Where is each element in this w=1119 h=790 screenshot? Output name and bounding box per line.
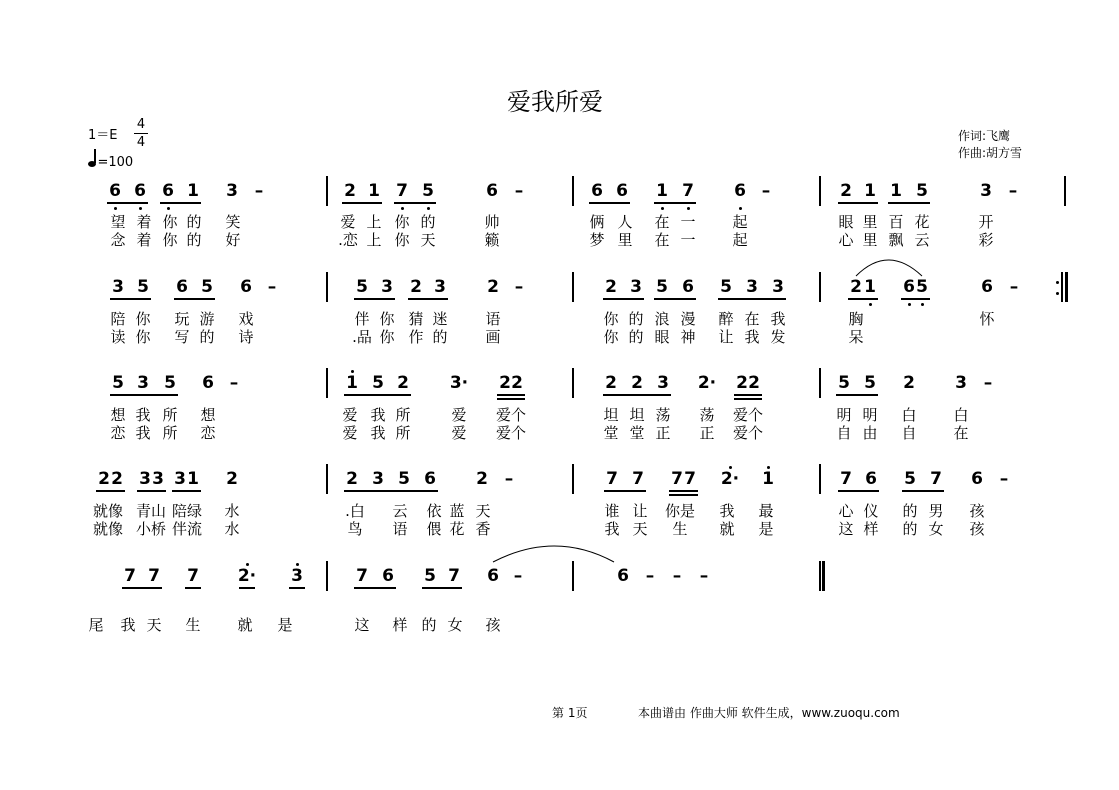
jianpu-note: 6 (176, 277, 188, 297)
jianpu-note: 1 (187, 181, 199, 201)
lyric-verse-1: 漫 (680, 310, 696, 328)
jianpu-note: 1 (656, 181, 668, 201)
lyric-verse-2: 发 (770, 328, 786, 346)
lyric-verse-1: 爱 (451, 406, 467, 424)
lyric-verse-1: 云 (392, 502, 408, 520)
jianpu-note: – (254, 181, 264, 201)
jianpu-note: 3 (980, 181, 992, 201)
lyric-verse-1: 百 (888, 213, 904, 231)
jianpu-note: 5 (137, 277, 149, 297)
jianpu-note: 2· (697, 373, 717, 393)
lyric-verse-2: 的 (199, 328, 215, 346)
jianpu-note: 2 (748, 373, 760, 393)
jianpu-note: 5 (904, 469, 916, 489)
lyric-verse-1: 谁 (604, 502, 620, 520)
lyric-verse-1: 戏 (238, 310, 254, 328)
lyric-verse-2: 孩 (969, 520, 985, 538)
jianpu-note: 2 (840, 181, 852, 201)
lyric-verse-1: 游 (199, 310, 215, 328)
lyric-verse-2: 念 (110, 231, 126, 249)
jianpu-note: – (983, 373, 993, 393)
jianpu-note: – (1009, 277, 1019, 297)
lyric-verse-1: 天 (475, 502, 491, 520)
lyric-verse-1: 荡 (655, 406, 671, 424)
jianpu-note: 1 (864, 181, 876, 201)
lyricist-credit: 作词:飞鹰 (958, 129, 1011, 143)
lyric-verse-1: 浪 (654, 310, 670, 328)
lyric-verse-1: 的 (421, 616, 437, 634)
jianpu-note: 5 (916, 181, 928, 201)
jianpu-note: 2 (98, 469, 110, 489)
lyric-verse-2: 梦 (589, 231, 605, 249)
jianpu-note: 3· (449, 373, 469, 393)
lyric-verse-1: 玩 (174, 310, 190, 328)
lyric-verse-1: 胸 (848, 310, 864, 328)
jianpu-note: 2 (850, 277, 862, 297)
lyric-verse-2: 恋 (200, 424, 216, 442)
lyric-verse-2: 飘 (888, 231, 904, 249)
lyric-verse-2: 云 (914, 231, 930, 249)
jianpu-note: 6 (591, 181, 603, 201)
jianpu-note: 6 (487, 566, 499, 586)
jianpu-note: 6 (734, 181, 746, 201)
jianpu-note: 5 (656, 277, 668, 297)
lyric-verse-1: 爱个 (732, 406, 764, 424)
jianpu-note: 2· (720, 469, 740, 489)
lyric-verse-2: 偎 (426, 520, 442, 538)
lyric-verse-2: 诗 (238, 328, 254, 346)
jianpu-note: 2 (499, 373, 511, 393)
lyric-verse-1: 你是 (664, 502, 696, 520)
lyric-verse-1: 就像 (92, 502, 124, 520)
lyric-verse-1: 男 (928, 502, 944, 520)
composer-credit: 作曲:胡方雪 (958, 146, 1023, 160)
jianpu-note: 3 (174, 469, 186, 489)
lyric-verse-1: 眼 (838, 213, 854, 231)
lyric-verse-1: 的 (186, 213, 202, 231)
jianpu-note: 6 (865, 469, 877, 489)
time-signature-top: 4 (134, 116, 148, 134)
lyric-verse-1: 你 (135, 310, 151, 328)
lyric-verse-2: 着 (136, 231, 152, 249)
lyric-verse-1: 花 (914, 213, 930, 231)
jianpu-note: 5 (838, 373, 850, 393)
jianpu-note: 2 (111, 469, 123, 489)
lyric-verse-1: 你 (394, 213, 410, 231)
lyric-verse-1: 生 (185, 616, 201, 634)
lyric-verse-2: 伴流 (171, 520, 203, 538)
lyric-verse-2: 呆 (848, 328, 864, 346)
jianpu-note: 7 (148, 566, 160, 586)
lyric-verse-1: 我 (120, 616, 136, 634)
time-signature-bottom: 4 (136, 135, 146, 150)
jianpu-note: 3 (291, 566, 303, 586)
lyric-verse-2: 让 (718, 328, 734, 346)
jianpu-note: 1 (762, 469, 774, 489)
lyric-verse-1: 陪 (110, 310, 126, 328)
lyric-verse-1: 样 (392, 616, 408, 634)
lyric-verse-2: 天 (632, 520, 648, 538)
jianpu-note: 2 (476, 469, 488, 489)
jianpu-note: 6 (486, 181, 498, 201)
lyric-verse-1: 你 (603, 310, 619, 328)
jianpu-note: 2 (736, 373, 748, 393)
jianpu-note: 6 (424, 469, 436, 489)
lyric-verse-1: 心 (838, 502, 854, 520)
lyric-verse-1: 爱 (340, 213, 356, 231)
jianpu-note: 6 (616, 181, 628, 201)
jianpu-note: 2 (344, 181, 356, 201)
lyric-verse-2: 我 (744, 328, 760, 346)
lyric-verse-2: 鸟 (347, 520, 363, 538)
jianpu-note: – (514, 277, 524, 297)
lyric-verse-1: 语 (485, 310, 501, 328)
jianpu-note: 6 (617, 566, 629, 586)
lyric-verse-2: 籁 (484, 231, 500, 249)
jianpu-note: 6 (240, 277, 252, 297)
lyric-verse-2: 恋 (110, 424, 126, 442)
jianpu-note: – (699, 566, 709, 586)
lyric-verse-2: 里 (862, 231, 878, 249)
lyric-verse-2: 自 (901, 424, 917, 442)
key-signature: 1＝E (88, 128, 118, 143)
jianpu-note: 2 (903, 373, 915, 393)
lyric-verse-1: 孩 (485, 616, 501, 634)
lyric-verse-2: 写 (174, 328, 190, 346)
jianpu-note: 5 (916, 277, 928, 297)
jianpu-note: 5 (356, 277, 368, 297)
lyric-verse-1: 青山 (135, 502, 167, 520)
lyric-verse-1: 坦 (629, 406, 645, 424)
lyric-verse-2: 堂 (603, 424, 619, 442)
lyric-verse-2: 爱个 (732, 424, 764, 442)
lyric-verse-1: 让 (632, 502, 648, 520)
jianpu-note: 7 (840, 469, 852, 489)
jianpu-note: 2 (605, 373, 617, 393)
jianpu-note: 7 (124, 566, 136, 586)
lyric-verse-2: 生 (672, 520, 688, 538)
lyric-verse-1: 人 (617, 213, 633, 231)
lyric-verse-1: 陪绿 (171, 502, 203, 520)
lyric-verse-1: 的 (628, 310, 644, 328)
lyric-verse-1: 在 (654, 213, 670, 231)
lyric-verse-2: 的 (902, 520, 918, 538)
lyric-verse-1: 爱个 (495, 406, 527, 424)
lyric-verse-2: 我 (370, 424, 386, 442)
lyric-verse-1: 开 (978, 213, 994, 231)
lyric-verse-1: 迷 (432, 310, 448, 328)
jianpu-note: 7 (606, 469, 618, 489)
lyric-verse-1: 是 (277, 616, 293, 634)
jianpu-note: 3 (772, 277, 784, 297)
jianpu-note: 6 (382, 566, 394, 586)
song-title: 爱我所爱 (507, 88, 603, 116)
lyric-verse-2: 在 (953, 424, 969, 442)
slur-tie (493, 546, 614, 562)
jianpu-note: 3 (226, 181, 238, 201)
lyric-verse-2: 你 (394, 231, 410, 249)
lyric-verse-2: 心 (838, 231, 854, 249)
lyric-verse-1: 一 (680, 213, 696, 231)
lyric-verse-1: 明 (862, 406, 878, 424)
lyric-verse-2: 的 (186, 231, 202, 249)
jianpu-note: – (761, 181, 771, 201)
jianpu-note: 6 (981, 277, 993, 297)
jianpu-note: 3 (630, 277, 642, 297)
jianpu-note: 7 (632, 469, 644, 489)
lyric-verse-1: 你 (162, 213, 178, 231)
lyric-verse-2: 我 (135, 424, 151, 442)
lyric-verse-1: 这 (354, 616, 370, 634)
jianpu-note: 3 (152, 469, 164, 489)
footer-page-number: 第 1页 (552, 706, 588, 720)
lyric-verse-1: 想 (200, 406, 216, 424)
lyric-verse-2: 小桥 (135, 520, 167, 538)
jianpu-note: 6 (134, 181, 146, 201)
footer-generator-note: 本曲谱由 作曲大师 软件生成，www.zuoqu.com (638, 706, 900, 720)
jianpu-note: – (645, 566, 655, 586)
lyric-verse-2: 香 (475, 520, 491, 538)
jianpu-note: 3 (381, 277, 393, 297)
jianpu-note: – (999, 469, 1009, 489)
jianpu-note: – (504, 469, 514, 489)
jianpu-note: 1 (890, 181, 902, 201)
lyric-verse-2: 我 (604, 520, 620, 538)
lyric-verse-1: 着 (136, 213, 152, 231)
jianpu-note: 3 (434, 277, 446, 297)
lyric-verse-2: 神 (680, 328, 696, 346)
lyric-verse-2: 的 (628, 328, 644, 346)
jianpu-note: 7 (684, 469, 696, 489)
lyric-verse-1: 爱 (342, 406, 358, 424)
jianpu-note: 7 (448, 566, 460, 586)
lyric-verse-1: 怀 (979, 310, 995, 328)
jianpu-note: 3 (139, 469, 151, 489)
lyric-verse-2: 读 (110, 328, 126, 346)
lyric-verse-2: 样 (863, 520, 879, 538)
lyric-verse-1: 的 (902, 502, 918, 520)
jianpu-note: 7 (356, 566, 368, 586)
lyric-verse-2: 彩 (978, 231, 994, 249)
jianpu-note: 5 (201, 277, 213, 297)
jianpu-note: 7 (187, 566, 199, 586)
slur-tie (856, 260, 922, 276)
lyric-verse-1: .白 (345, 502, 365, 520)
lyric-verse-2: 在 (654, 231, 670, 249)
lyric-verse-2: 你 (379, 328, 395, 346)
lyric-verse-2: .恋 (338, 231, 358, 249)
jianpu-note: 5 (372, 373, 384, 393)
lyric-verse-2: 天 (420, 231, 436, 249)
jianpu-note: 7 (396, 181, 408, 201)
jianpu-note: 7 (682, 181, 694, 201)
tempo-value: =100 (97, 155, 134, 170)
lyric-verse-2: 女 (928, 520, 944, 538)
lyric-verse-1: 醉 (718, 310, 734, 328)
lyric-verse-2: 爱 (451, 424, 467, 442)
lyric-verse-1: 仪 (863, 502, 879, 520)
jianpu-note: 5 (424, 566, 436, 586)
jianpu-note: 2 (397, 373, 409, 393)
lyric-verse-2: 这 (838, 520, 854, 538)
lyric-verse-1: 所 (395, 406, 411, 424)
lyric-verse-1: 天 (146, 616, 162, 634)
lyric-verse-1: 里 (862, 213, 878, 231)
lyric-verse-2: 的 (432, 328, 448, 346)
jianpu-note: 3 (746, 277, 758, 297)
jianpu-note: – (267, 277, 277, 297)
lyric-verse-1: 水 (224, 502, 240, 520)
lyric-verse-1: 我 (770, 310, 786, 328)
lyric-verse-2: 就像 (92, 520, 124, 538)
jianpu-note: 3 (372, 469, 384, 489)
jianpu-note: – (514, 181, 524, 201)
lyric-verse-2: 好 (225, 231, 241, 249)
lyric-verse-2: 上 (366, 231, 382, 249)
jianpu-note: 1 (346, 373, 358, 393)
jianpu-note: 1 (187, 469, 199, 489)
lyric-verse-1: 我 (370, 406, 386, 424)
lyric-verse-1: 起 (732, 213, 748, 231)
lyric-verse-2: 是 (758, 520, 774, 538)
lyric-verse-2: 花 (449, 520, 465, 538)
lyric-verse-1: 俩 (589, 213, 605, 231)
lyric-verse-1: 在 (744, 310, 760, 328)
lyric-verse-1: 女 (447, 616, 463, 634)
jianpu-note: 5 (864, 373, 876, 393)
jianpu-note: 2 (631, 373, 643, 393)
lyric-verse-1: 明 (836, 406, 852, 424)
jianpu-note: 7 (930, 469, 942, 489)
lyric-verse-2: 画 (485, 328, 501, 346)
jianpu-note: 6 (202, 373, 214, 393)
lyric-verse-1: 白 (901, 406, 917, 424)
jianpu-note: 7 (671, 469, 683, 489)
lyric-verse-1: 你 (379, 310, 395, 328)
lyric-verse-1: 猜 (408, 310, 424, 328)
lyric-verse-1: 所 (162, 406, 178, 424)
jianpu-note: 6 (903, 277, 915, 297)
lyric-verse-1: 的 (420, 213, 436, 231)
lyric-verse-1: 蓝 (449, 502, 465, 520)
lyric-verse-2: 正 (655, 424, 671, 442)
lyric-verse-1: 最 (758, 502, 774, 520)
lyric-verse-1: 白 (953, 406, 969, 424)
jianpu-note: 2 (410, 277, 422, 297)
jianpu-note: 1 (864, 277, 876, 297)
lyric-verse-2: 由 (862, 424, 878, 442)
lyric-verse-2: 正 (699, 424, 715, 442)
lyric-verse-2: 里 (617, 231, 633, 249)
jianpu-note: – (229, 373, 239, 393)
lyric-verse-2: 语 (392, 520, 408, 538)
jianpu-note: 6 (682, 277, 694, 297)
jianpu-note: 5 (720, 277, 732, 297)
lyric-verse-1: 坦 (603, 406, 619, 424)
jianpu-note: – (1008, 181, 1018, 201)
jianpu-note: 5 (112, 373, 124, 393)
jianpu-note: 1 (368, 181, 380, 201)
lyric-verse-2: 眼 (654, 328, 670, 346)
lyric-verse-1: 想 (110, 406, 126, 424)
lyric-verse-2: 你 (135, 328, 151, 346)
lyric-verse-2: 你 (162, 231, 178, 249)
jianpu-note: 2 (487, 277, 499, 297)
jianpu-note: 2· (237, 566, 257, 586)
jianpu-note: 2 (346, 469, 358, 489)
lyric-verse-2: 就 (719, 520, 735, 538)
lyric-verse-1: 依 (426, 502, 442, 520)
lyric-verse-2: 爱个 (495, 424, 527, 442)
lyric-verse-1: 就 (237, 616, 253, 634)
jianpu-note: 6 (971, 469, 983, 489)
lyric-verse-2: 一 (680, 231, 696, 249)
jianpu-note: 3 (137, 373, 149, 393)
lyric-verse-1: 尾 (88, 616, 104, 634)
lyric-verse-1: 笑 (225, 213, 241, 231)
lyric-verse-1: 我 (135, 406, 151, 424)
lyric-verse-2: 所 (162, 424, 178, 442)
jianpu-note: 2 (605, 277, 617, 297)
lyric-verse-2: 起 (732, 231, 748, 249)
lyric-verse-1: 荡 (699, 406, 715, 424)
lyric-verse-1: 上 (366, 213, 382, 231)
jianpu-note: 2 (226, 469, 238, 489)
jianpu-note: 6 (109, 181, 121, 201)
lyric-verse-1: 孩 (969, 502, 985, 520)
jianpu-note: 3 (112, 277, 124, 297)
jianpu-note: 5 (422, 181, 434, 201)
lyric-verse-1: 望 (110, 213, 126, 231)
jianpu-note: 5 (398, 469, 410, 489)
jianpu-note: 3 (955, 373, 967, 393)
jianpu-note: 5 (164, 373, 176, 393)
lyric-verse-2: 水 (224, 520, 240, 538)
lyric-verse-2: 所 (395, 424, 411, 442)
jianpu-note: 3 (657, 373, 669, 393)
lyric-verse-2: 作 (408, 328, 424, 346)
lyric-verse-1: 我 (719, 502, 735, 520)
jianpu-note: – (513, 566, 523, 586)
jianpu-note: 2 (511, 373, 523, 393)
lyric-verse-1: 伴 (354, 310, 370, 328)
lyric-verse-1: 帅 (484, 213, 500, 231)
lyric-verse-2: 爱 (342, 424, 358, 442)
lyric-verse-2: 你 (603, 328, 619, 346)
jianpu-note: 6 (162, 181, 174, 201)
lyric-verse-2: 堂 (629, 424, 645, 442)
lyric-verse-2: .品 (352, 328, 372, 346)
jianpu-note: – (672, 566, 682, 586)
lyric-verse-2: 自 (836, 424, 852, 442)
